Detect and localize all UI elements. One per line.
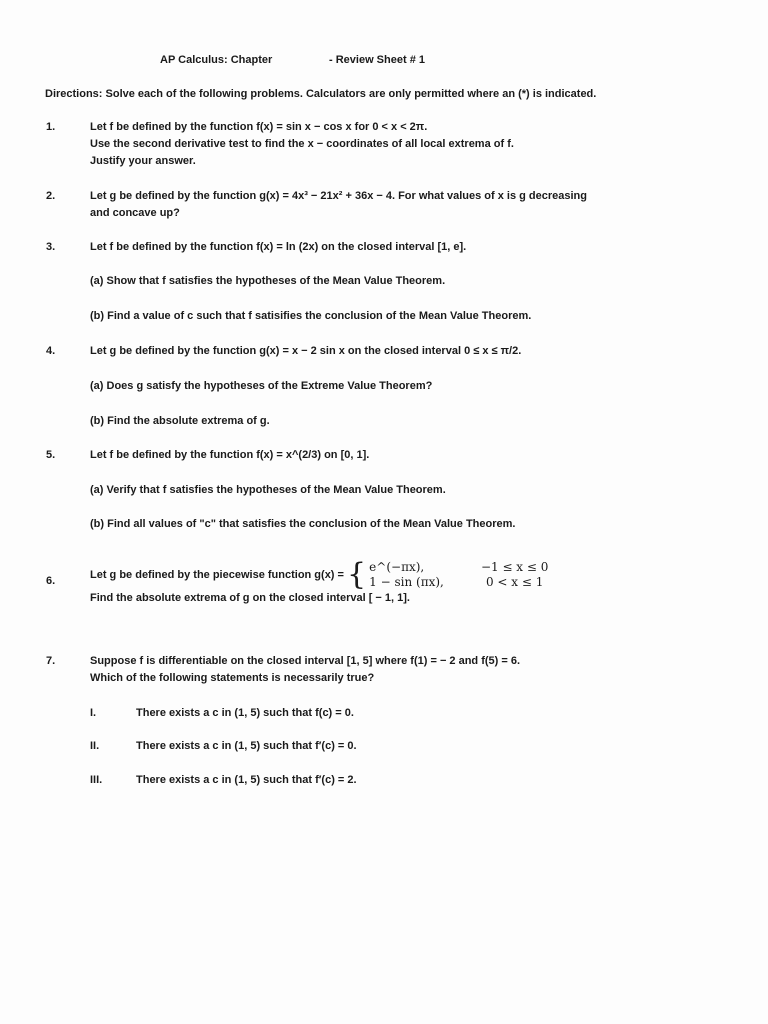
case-condition: −1 ≤ x ≤ 0 [480,560,549,574]
statement-text: There exists a c in (1, 5) such that f′(c) = 2. [136,774,357,786]
case-expression: 1 − sin (πx), [369,575,444,589]
document-title: AP Calculus: Chapter [160,54,273,66]
statement-numeral: II. [90,740,100,752]
problem-5-part-b: (b) Find all values of "c" that satisfies the conclusion of the Mean Value Theorem. [90,518,516,530]
problem-6-number: 6. [46,575,56,587]
problem-3-part-a: (a) Show that f satisfies the hypotheses of the Mean Value Theorem. [90,275,446,287]
directions-text: Directions: Solve each of the following problems. Calculators are only permitted where an (*) is indicated. [45,88,597,100]
problem-2-text [90,188,587,222]
problem-4-text: Let g be defined by the function g(x) = x − 2 sin x on the closed interval 0 ≤ x ≤ π/2. [90,345,522,357]
left-brace-glyph: { [347,557,367,592]
problem-line: Justify your answer. [90,155,196,167]
problem-line: Find the absolute extrema of g on the closed interval [ − 1, 1]. [90,592,410,604]
problem-line: Use the second derivative test to find the x − coordinates of all local extrema of f. [90,138,514,150]
problem-line: Which of the following statements is necessarily true? [90,672,375,684]
statement-numeral: I. [90,707,97,719]
piecewise-cases [369,560,444,590]
case-condition: 0 < x ≤ 1 [485,575,544,589]
problem-6-text [90,557,549,607]
problem-7-number: 7. [46,655,56,667]
problem-4-number: 4. [46,345,56,357]
case-expression: e^(−πx), [369,560,425,574]
problem-line: Suppose f is differentiable on the closed interval [1, 5] where f(1) = − 2 and f(5) = 6. [90,655,521,667]
problem-7-text [90,653,520,687]
piecewise-conditions [481,560,548,590]
problem-2-number: 2. [46,190,56,202]
statement-text: There exists a c in (1, 5) such that f(c) = 0. [136,707,354,719]
problem-1-number: 1. [46,121,56,133]
problem-1-text [90,119,514,170]
statement-numeral: III. [90,774,103,786]
problem-4-part-b: (b) Find the absolute extrema of g. [90,415,270,427]
problem-3-number: 3. [46,241,56,253]
piecewise-lead: Let g be defined by the piecewise function g(x) = [90,568,344,581]
problem-3-text: Let f be defined by the function f(x) = ln (2x) on the closed interval [1, e]. [90,241,467,253]
problem-line: and concave up? [90,207,180,219]
document-subtitle: - Review Sheet # 1 [329,54,425,66]
problem-5-part-a: (a) Verify that f satisfies the hypotheses of the Mean Value Theorem. [90,484,446,496]
problem-3-part-b: (b) Find a value of c such that f satisifies the conclusion of the Mean Value Theorem. [90,310,532,322]
problem-5-number: 5. [46,449,56,461]
statement-text: There exists a c in (1, 5) such that f′(c) = 0. [136,740,357,752]
problem-5-text: Let f be defined by the function f(x) = x^(2/3) on [0, 1]. [90,449,370,461]
problem-line: Let g be defined by the function g(x) = 4x³ − 21x² + 36x − 4. For what values of x is g decreasing [90,190,587,202]
piecewise-definition [90,557,549,592]
problem-line: Let f be defined by the function f(x) = sin x − cos x for 0 < x < 2π. [90,121,428,133]
problem-4-part-a: (a) Does g satisfy the hypotheses of the Extreme Value Theorem? [90,380,433,392]
